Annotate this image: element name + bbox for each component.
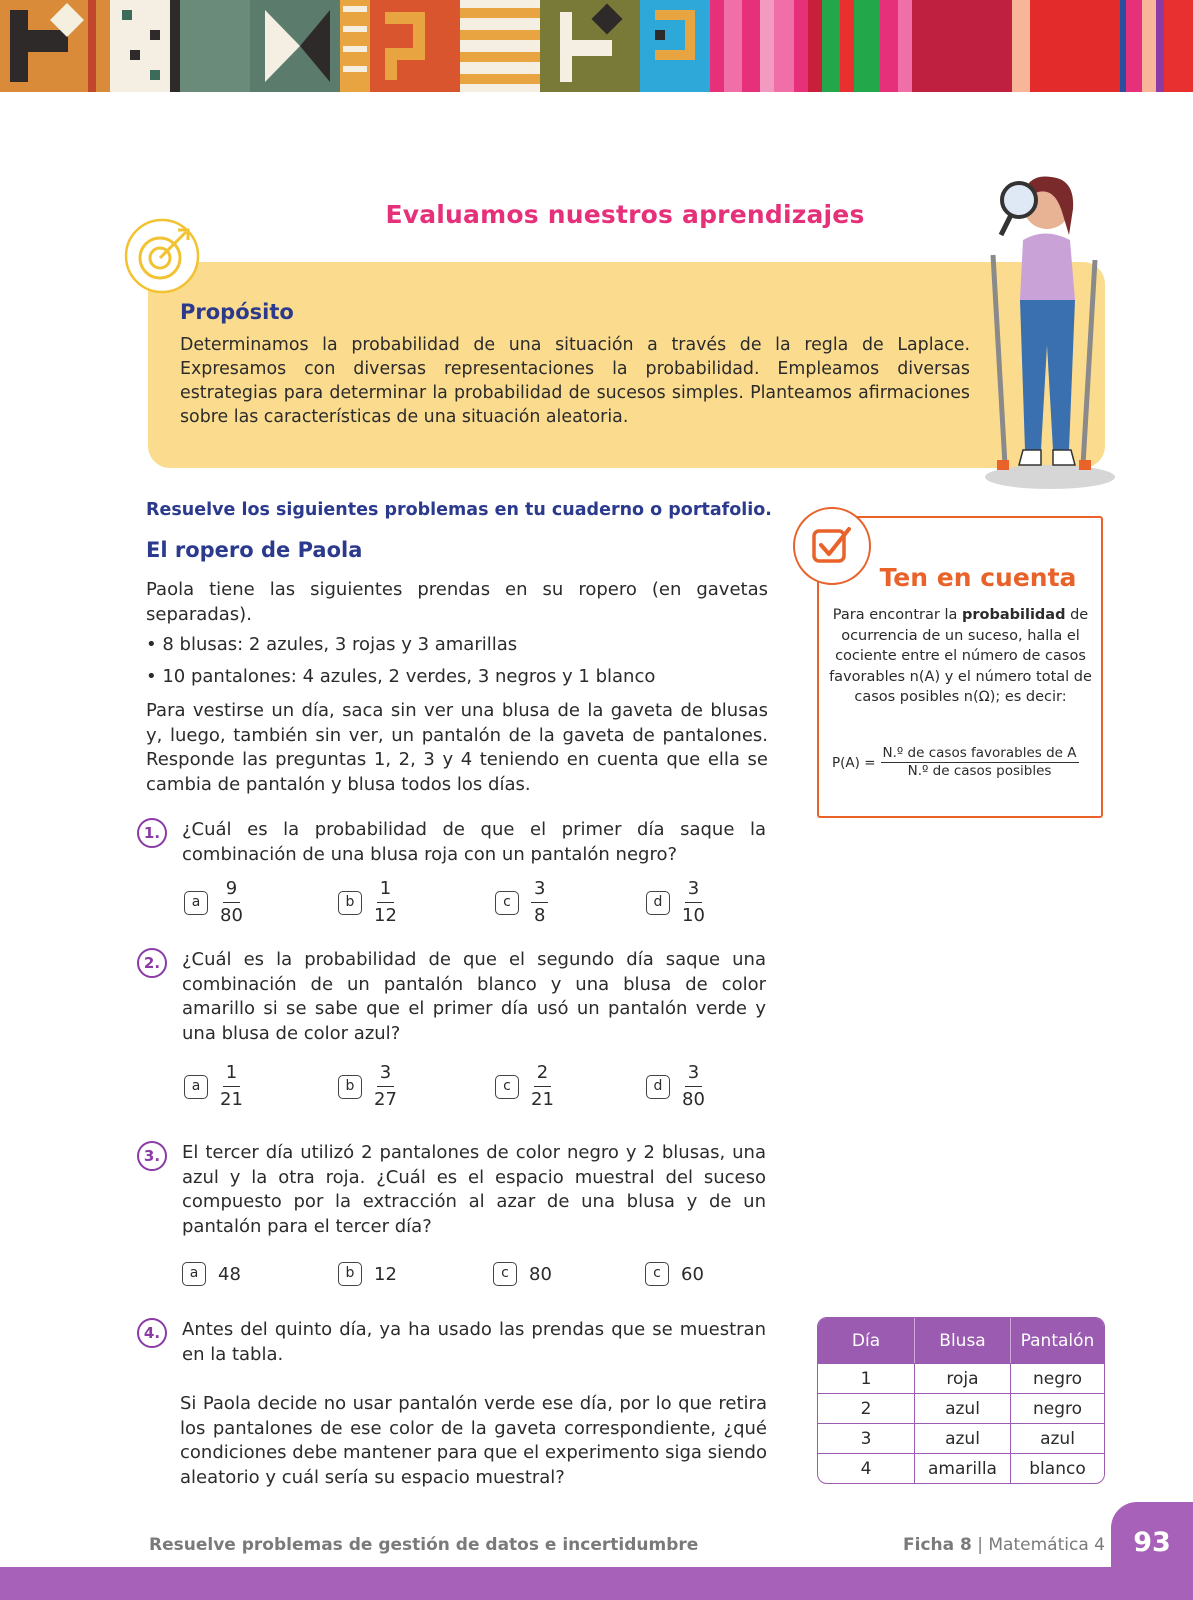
target-icon	[124, 216, 204, 296]
list-item: • 8 blusas: 2 azules, 3 rojas y 3 amarillas	[146, 634, 518, 655]
formula-denominator: N.º de casos posibles	[907, 763, 1052, 779]
fraction: $\frac{2}{21}$	[531, 1062, 554, 1110]
fraction: $\frac{3}{10}$	[682, 878, 705, 926]
purpose-heading: Propósito	[180, 300, 294, 324]
footer-bar	[0, 1567, 1193, 1600]
option-c[interactable]	[493, 1262, 552, 1286]
question-text: ¿Cuál es la probabilidad de que el primer día saque la combinación de una blusa roja con un pantalón negro?	[182, 819, 766, 865]
option-b[interactable]	[338, 1262, 397, 1286]
page-number: 93	[1111, 1502, 1193, 1600]
question-text: El tercer día utilizó 2 pantalones de color negro y 2 blusas, una azul y la otra roja. ¿Cuál es el espacio muestral del suceso compuesto por la extracción al azar de una blusa y de un pantalón para el tercer día?	[182, 1142, 766, 1237]
question-number: 2.	[137, 948, 167, 978]
option-value: 80	[529, 1263, 552, 1285]
fraction: $\frac{3}{27}$	[374, 1062, 397, 1110]
fraction: $\frac{9}{80}$	[220, 878, 243, 926]
option-c[interactable]	[495, 879, 548, 926]
footer-ficha: Ficha 8 | Matemática 4	[903, 1535, 1105, 1555]
fraction: $\frac{1}{12}$	[374, 878, 397, 926]
option-letter: d	[646, 1075, 670, 1099]
option-letter: c	[645, 1262, 669, 1286]
question-number: 4.	[137, 1318, 167, 1348]
option-letter: c	[493, 1262, 517, 1286]
purpose-text: Determinamos la probabilidad de una situación a través de la regla de Laplace. Expresamos con diversas representaciones la probabilidad. Empleamos diversas estrategias para determinar la probabilidad de sucesos simples. Planteamos afirmaciones sobre las características de una situación aleatoria.	[180, 335, 970, 427]
student-illustration	[975, 165, 1125, 495]
fraction: $\frac{3}{80}$	[682, 1062, 705, 1110]
tip-title: Ten en cuenta	[879, 563, 1077, 592]
formula-lhs: P(A) =	[832, 754, 876, 771]
problem-intro: Paola tiene las siguientes prendas en su ropero (en gavetas separadas).	[146, 579, 768, 625]
option-d[interactable]	[646, 1063, 705, 1110]
option-a[interactable]	[184, 879, 243, 926]
formula-numerator: N.º de casos favorables de A	[882, 745, 1077, 761]
instructions: Resuelve los siguientes problemas en tu cuaderno o portafolio.	[146, 500, 772, 520]
table-row: 2 azul negro	[818, 1393, 1104, 1423]
table-row: 3 azul azul	[818, 1423, 1104, 1453]
option-d[interactable]	[645, 1262, 704, 1286]
option-d[interactable]	[646, 879, 705, 926]
table-row: 4 amarilla blanco	[818, 1453, 1104, 1483]
option-b[interactable]	[338, 879, 397, 926]
fraction: $\frac{1}{21}$	[220, 1062, 243, 1110]
option-letter: c	[495, 1075, 519, 1099]
fraction: $\frac{3}{8}$	[531, 879, 548, 926]
option-letter: b	[338, 1262, 362, 1286]
clothes-table	[817, 1317, 1105, 1484]
tip-text: Para encontrar la probabilidad de ocurrencia de un suceso, halla el cociente entre el número de casos favorables n(A) y el número total de casos posibles n(Ω); es decir:	[829, 607, 1092, 705]
question-number: 1.	[137, 818, 167, 848]
option-letter: a	[184, 891, 208, 915]
list-item: • 10 pantalones: 4 azules, 2 verdes, 3 negros y 1 blanco	[146, 666, 656, 687]
question-followup: Si Paola decide no usar pantalón verde ese día, por lo que retira los pantalones de ese color de la gaveta correspondiente, ¿qué condiciones debe mantener para que el experimento siga siendo aleatorio y cuál sería su espacio muestral?	[180, 1393, 767, 1488]
table-header: Blusa	[914, 1318, 1010, 1363]
option-letter: a	[184, 1075, 208, 1099]
option-c[interactable]	[495, 1063, 554, 1110]
table-header: Día	[818, 1318, 914, 1363]
option-a[interactable]	[182, 1262, 241, 1286]
question-text: ¿Cuál es la probabilidad de que el segundo día saque una combinación de un pantalón blanco y una blusa de color amarillo si se sabe que el primer día usó un pantalón verde y una blusa de color azul?	[182, 949, 766, 1044]
option-letter: a	[182, 1262, 206, 1286]
option-value: 12	[374, 1263, 397, 1285]
option-letter: d	[646, 891, 670, 915]
table-row: 1 roja negro	[818, 1363, 1104, 1393]
option-letter: b	[338, 891, 362, 915]
question-number: 3.	[137, 1141, 167, 1171]
laplace-formula	[832, 746, 1079, 779]
footer-competency: Resuelve problemas de gestión de datos e incertidumbre	[149, 1535, 699, 1555]
option-letter: c	[495, 891, 519, 915]
question-text: Antes del quinto día, ya ha usado las prendas que se muestran en la tabla.	[182, 1319, 766, 1365]
textile-banner	[0, 0, 1193, 92]
problem-title: El ropero de Paola	[146, 538, 363, 562]
option-b[interactable]	[338, 1063, 397, 1110]
problem-context: Para vestirse un día, saca sin ver una blusa de la gaveta de blusas y, luego, también sin ver, un pantalón de la gaveta de pantalones. Responde las preguntas 1, 2, 3 y 4 teniendo en cuenta que ella se cambia de pantalón y blusa todos los días.	[146, 700, 768, 795]
table-header: Pantalón	[1010, 1318, 1104, 1363]
option-letter: b	[338, 1075, 362, 1099]
page-title: Evaluamos nuestros aprendizajes	[385, 200, 865, 229]
option-a[interactable]	[184, 1063, 243, 1110]
option-value: 60	[681, 1263, 704, 1285]
option-value: 48	[218, 1263, 241, 1285]
